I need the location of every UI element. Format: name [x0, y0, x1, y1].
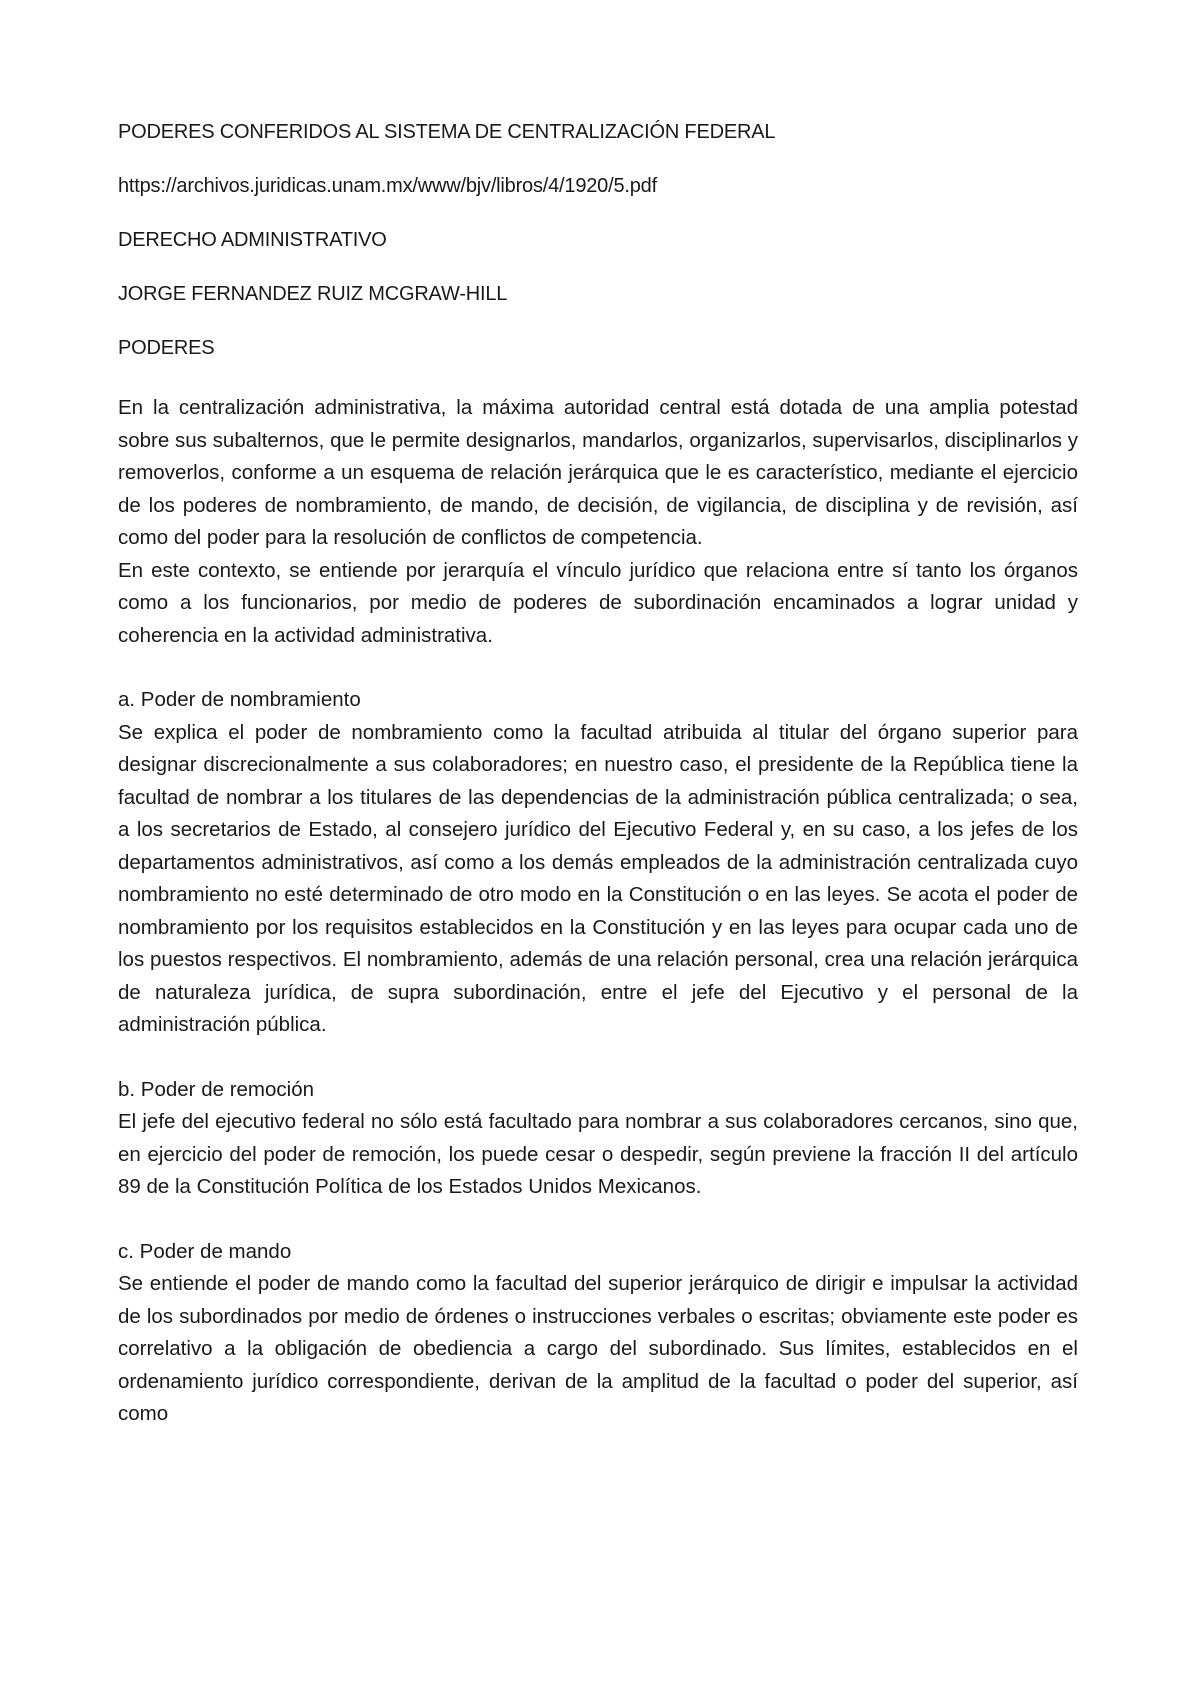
section-body-mando: Se entiende el poder de mando como la facultad del superior jerárquico de dirigir e impulsar la actividad de los subordinados por medio de órdenes o instrucciones verbales o escritas; obviamente este poder es correlativo a la obligación de obediencia a cargo del subordinado. Sus límites, establecidos en el ordenamiento jurídico correspondiente, derivan de la amplitud de la facultad o poder del superior, así como — [118, 1272, 1078, 1425]
document-content — [118, 118, 1078, 1431]
source-url: https://archivos.juridicas.unam.mx/www/bjv/libros/4/1920/5.pdf — [118, 175, 657, 197]
section-heading-nombramiento: a. Poder de nombramiento — [118, 688, 361, 711]
section-body-nombramiento: Se explica el poder de nombramiento como la facultad atribuida al titular del órgano superior para designar discrecionalmente a sus colaboradores; en nuestro caso, el presidente de la República tiene la facultad de nombrar a los titulares de las dependencias de la administración pública centralizada; o sea, a los secretarios de Estado, al consejero jurídico del Ejecutivo Federal y, en su caso, a los jefes de los departamentos administrativos, así como a los demás empleados de la administración centralizada cuyo nombramiento no esté determinado de otro modo en la Constitución o en las leyes. Se acota el poder de nombramiento por los requisitos establecidos en la Constitución y en las leyes para ocupar cada uno de los puestos respectivos. El nombramiento, además de una relación personal, crea una relación jerárquica de naturaleza jurídica, de supra subordinación, entre el jefe del Ejecutivo y el personal de la administración pública. — [118, 720, 1078, 1036]
section-label: PODERES — [118, 337, 215, 359]
author-line: JORGE FERNANDEZ RUIZ MCGRAW-HILL — [118, 283, 508, 305]
subject-line: DERECHO ADMINISTRATIVO — [118, 229, 387, 251]
document-title: PODERES CONFERIDOS AL SISTEMA DE CENTRALIZACIÓN FEDERAL — [118, 121, 776, 143]
intro-paragraph: En la centralización administrativa, la máxima autoridad central está dotada de una amplia potestad sobre sus subalternos, que le permite designarlos, mandarlos, organizarlos, supervisarlos, disciplinarlos y removerlos, conforme a un esquema de relación jerárquica que le es característico, mediante el ejercicio de los poderes de nombramiento, de mando, de decisión, de vigilancia, de disciplina y de revisión, así como del poder para la resolución de conflictos de competencia. — [118, 396, 1078, 549]
section-heading-remocion: b. Poder de remoción — [118, 1077, 315, 1101]
section-body-remocion: El jefe del ejecutivo federal no sólo está facultado para nombrar a sus colaboradores cercanos, sino que, en ejercicio del poder de remoción, los puede cesar o despedir, según previene la fracción II del artículo 89 de la Constitución Política de los Estados Unidos Mexicanos. — [118, 1110, 1078, 1198]
section-heading-mando: c. Poder de mando — [118, 1239, 292, 1263]
intro-paragraph: En este contexto, se entiende por jerarquía el vínculo jurídico que relaciona entre sí tanto los órganos como a los funcionarios, por medio de poderes de subordinación encaminados a lograr unidad y coherencia en la actividad administrativa. — [118, 558, 1078, 647]
